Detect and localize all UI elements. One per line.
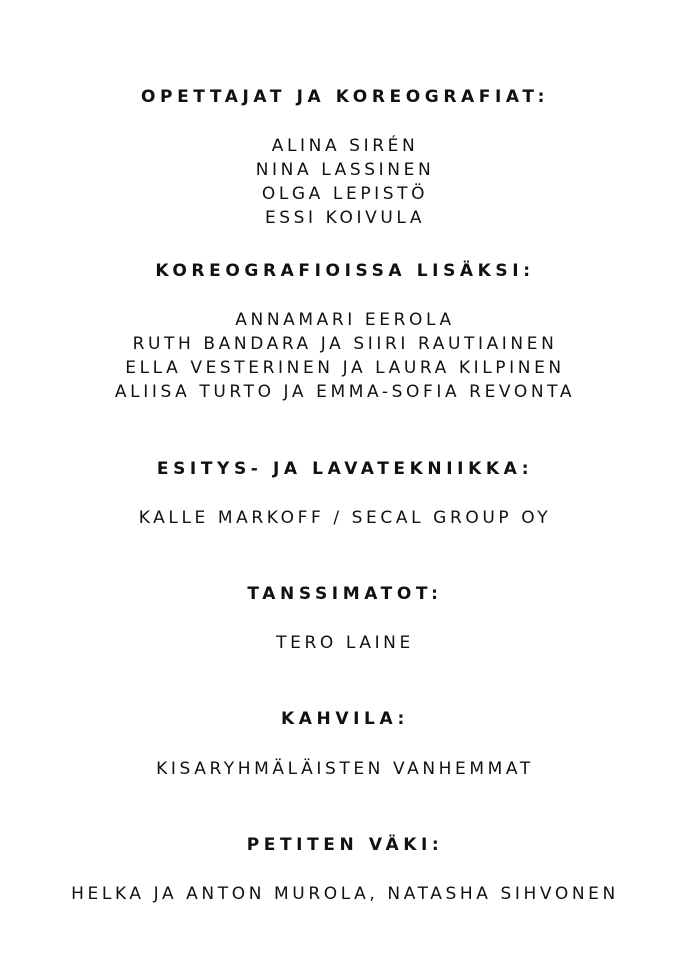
section-heading-choreography: KOREOGRAFIOISSA LISÄKSI:: [155, 261, 535, 281]
credit-line: KISARYHMÄLÄISTEN VANHEMMAT: [156, 759, 534, 779]
credit-line: RUTH BANDARA JA SIIRI RAUTIAINEN: [132, 334, 558, 354]
section-heading-teachers: OPETTAJAT JA KOREOGRAFIAT:: [140, 87, 550, 107]
credit-line: ALIISA TURTO JA EMMA-SOFIA REVONTA: [114, 382, 576, 402]
credit-line: ESSI KOIVULA: [264, 208, 426, 228]
credit-line: TERO LAINE: [276, 633, 414, 653]
credit-line: ELLA VESTERINEN JA LAURA KILPINEN: [125, 358, 565, 378]
section-heading-dance-mats: TANSSIMATOT:: [247, 584, 443, 604]
credit-line: NINA LASSINEN: [255, 160, 435, 180]
credit-line: ANNAMARI EEROLA: [235, 310, 455, 330]
credit-line: KALLE MARKOFF / SECAL GROUP OY: [138, 508, 552, 528]
section-heading-petite: PETITEN VÄKI:: [246, 835, 444, 855]
credit-line: OLGA LEPISTÖ: [261, 184, 429, 204]
credit-line: HELKA JA ANTON MUROLA, NATASHA SIHVONEN: [71, 884, 619, 904]
section-heading-cafe: KAHVILA:: [281, 709, 409, 729]
section-heading-stage-tech: ESITYS- JA LAVATEKNIIKKA:: [156, 459, 534, 479]
credit-line: ALINA SIRÉN: [271, 136, 419, 156]
